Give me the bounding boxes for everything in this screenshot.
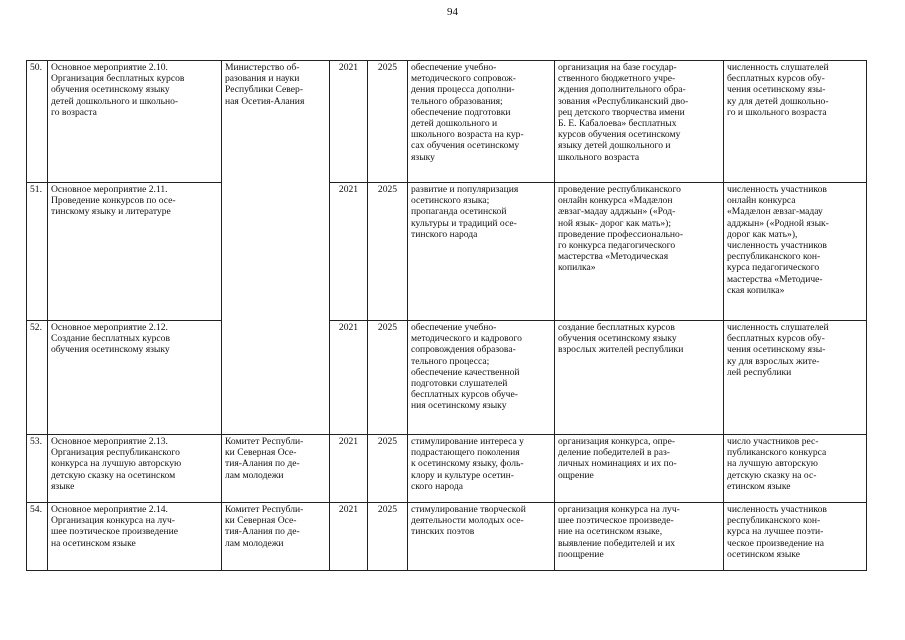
indicator-cell: численность участников республиканского кон- курса на лучшее поэти- ческое произведение на осетинском языке	[724, 503, 867, 571]
row-number: 53.	[27, 435, 48, 503]
event-cell: Основное мероприятие 2.13. Организация республиканского конкурса на лучшую авторскую детскую сказку на осетинском языке	[48, 435, 222, 503]
result-cell: организация конкурса, опре- деление победителей в раз- личных номинациях и их по- ощрение	[555, 435, 724, 503]
row-number: 51.	[27, 183, 48, 321]
event-cell: Основное мероприятие 2.11. Проведение конкурсов по осе- тинскому языку и литературе	[48, 183, 222, 321]
table-row	[27, 503, 867, 571]
result-cell: организация конкурса на луч- шее поэтическое произведе- ние на осетинском языке, выявление победителей и их поощрение	[555, 503, 724, 571]
row-number: 50.	[27, 61, 48, 183]
end-year-cell: 2025	[368, 61, 408, 183]
start-year-cell: 2021	[330, 183, 368, 321]
event-cell: Основное мероприятие 2.14. Организация конкурса на луч- шее поэтическое произведение на осетинском языке	[48, 503, 222, 571]
task-cell: развитие и популяризация осетинского языка; пропаганда осетинской культуры и традиций осе- тинского народа	[408, 183, 555, 321]
program-table	[26, 60, 867, 571]
task-cell: стимулирование творческой деятельности молодых осе- тинских поэтов	[408, 503, 555, 571]
row-number: 52.	[27, 321, 48, 435]
end-year-cell: 2025	[368, 321, 408, 435]
indicator-cell: численность участников онлайн конкурса «Мадæлон æвзаг-мадау адджын» («Родной язык- дорог как мать»), численность участников республиканского кон- курса педагогического мастерства «Методиче- ская копилка»	[724, 183, 867, 321]
executor-cell: Комитет Республи- ки Северная Осе- тия-Алания по де- лам молодежи	[222, 435, 330, 503]
result-cell: проведение республиканского онлайн конкурса «Мадæлон æвзаг-мадау адджын» («Род- ной язык- дорог как мать»); проведение профессионально- го конкурса педагогического мастерства «Методическая копилка»	[555, 183, 724, 321]
end-year-cell: 2025	[368, 503, 408, 571]
page-number: 94	[447, 6, 458, 18]
indicator-cell: численность слушателей бесплатных курсов обу- чения осетинскому язы- ку для взрослых жите- лей республики	[724, 321, 867, 435]
task-cell: обеспечение учебно- методического сопровож- дения процесса дополни- тельного образования; обеспечение подготовки детей дошкольного и школьного возраста на кур- сах обучения осетинскому языку	[408, 61, 555, 183]
event-cell: Основное мероприятие 2.12. Создание бесплатных курсов обучения осетинскому языку	[48, 321, 222, 435]
task-cell: стимулирование интереса у подрастающего поколения к осетинскому языку, фоль- клору и культуре осетин- ского народа	[408, 435, 555, 503]
table-row	[27, 183, 867, 321]
row-number: 54.	[27, 503, 48, 571]
start-year-cell: 2021	[330, 435, 368, 503]
table-row	[27, 321, 867, 435]
end-year-cell: 2025	[368, 435, 408, 503]
start-year-cell: 2021	[330, 503, 368, 571]
start-year-cell: 2021	[330, 321, 368, 435]
indicator-cell: число участников рес- публиканского конкурса на лучшую авторскую детскую сказку на ос- етинском языке	[724, 435, 867, 503]
end-year-cell: 2025	[368, 183, 408, 321]
table-row	[27, 61, 867, 183]
result-cell: создание бесплатных курсов обучения осетинскому языку взрослых жителей республики	[555, 321, 724, 435]
result-cell: организация на базе государ- ственного бюджетного учре- ждения дополнительного обра- зования «Республиканский дво- рец детского творчества имени Б. Е. Кабалоева» бесплатных курсов обучения осетинскому языку детей дошкольного и школьного возраста	[555, 61, 724, 183]
start-year-cell: 2021	[330, 61, 368, 183]
executor-cell: Комитет Республи- ки Северная Осе- тия-Алания по де- лам молодежи	[222, 503, 330, 571]
indicator-cell: численность слушателей бесплатных курсов обу- чения осетинскому язы- ку для детей дошкольно- го и школьного возраста	[724, 61, 867, 183]
event-cell: Основное мероприятие 2.10. Организация бесплатных курсов обучения осетинскому языку детей дошкольного и школьно- го возраста	[48, 61, 222, 183]
table-row	[27, 435, 867, 503]
executor-cell: Министерство об- разования и науки Республики Север- ная Осетия-Алания	[222, 61, 330, 435]
task-cell: обеспечение учебно- методического и кадрового сопровождения образова- тельного процесса; обеспечение качественной подготовки слушателей бесплатных курсов обуче- ния осетинскому языку	[408, 321, 555, 435]
